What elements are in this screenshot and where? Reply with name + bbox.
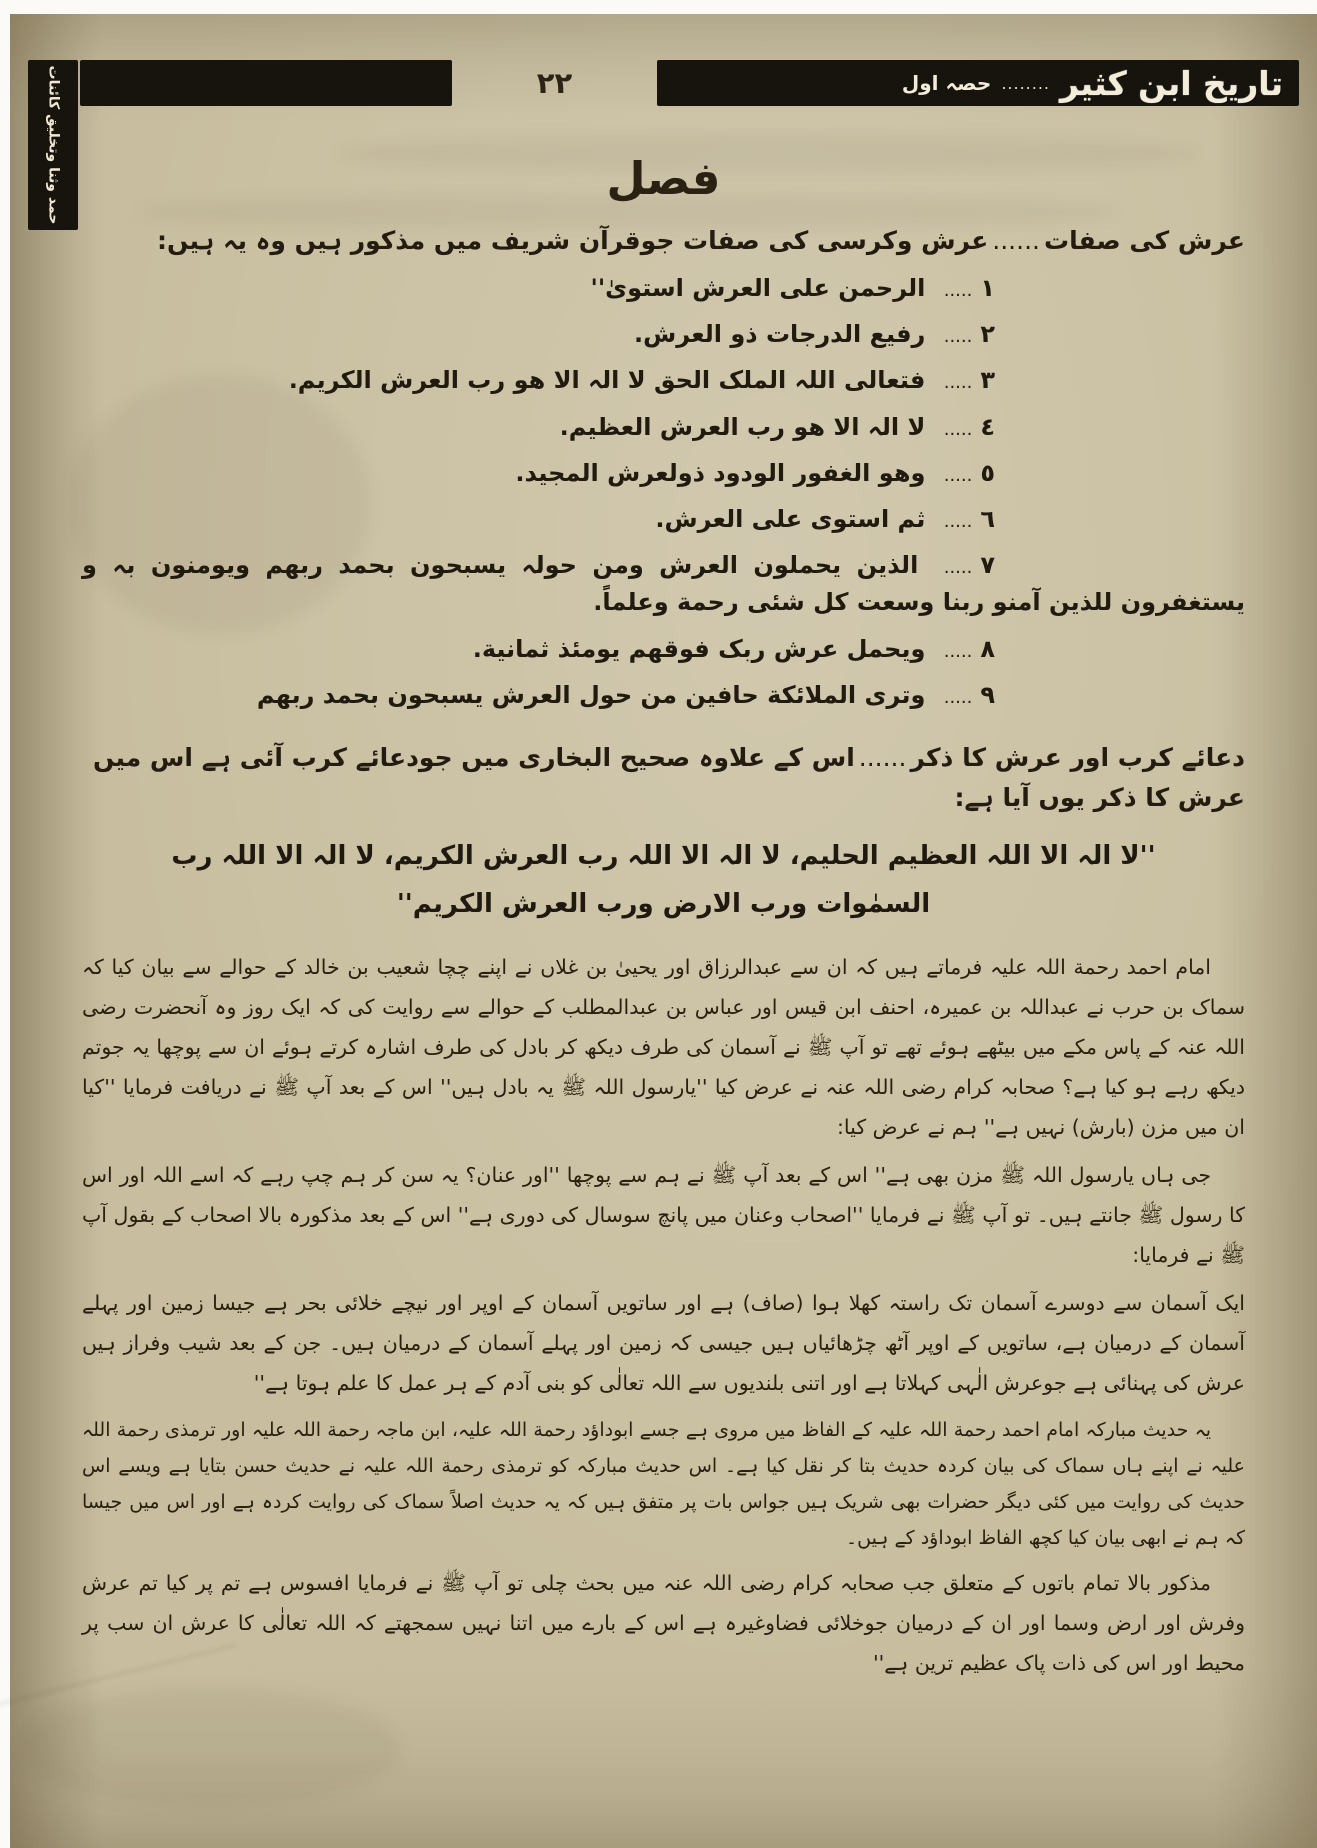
verse-item [82, 677, 1245, 714]
page-content [82, 126, 1245, 1692]
page-number-gap [452, 60, 657, 106]
sifat-heading-dots: ...... [992, 226, 1040, 255]
header-band [80, 60, 1299, 106]
verse-item [82, 631, 1245, 668]
body-paragraph: جی ہاں یارسول اللہ ﷺ مزن بھی ہے'' اس کے بعد آپ ﷺ نے ہم سے پوچھا ''اور عنان؟ یہ سن کر ہم چپ رہے کہ اسے اللہ اور اس کا رسول ﷺ جانتے ہیں۔ تو آپ ﷺ نے فرمایا ''اصحاب وعنان میں پانچ سوسال کی دوری ہے'' اس کے بعد مذکورہ بالا اصحاب کے بقول آپ ﷺ نے فرمایا: [82, 1162, 1245, 1267]
verse-text: فتعالی اللہ الملک الحق لا الہ الا ھو رب العرش الکریم. [288, 366, 926, 395]
page-number: ٢٢ [536, 66, 573, 100]
verse-number: ٩ [980, 680, 995, 709]
verse-item [82, 501, 1245, 538]
body-paragraph: مذکور بالا تمام باتوں کے متعلق جب صحابہ کرام رضی اللہ عنہ میں بحث چلی تو آپ ﷺ نے فرمایا افسوس ہے تم پر کیا تم عرش وفرش اور ارض وسما اور ان کے درمیان جوخلائی فضاوغیرہ ہے اس کے بارے میں اتنا نہیں سمجھتے کہ اللہ تعالٰی کا عرش ان سب پر محیط اور اس کی ذات پاک عظیم ترین ہے'' [82, 1571, 1245, 1676]
paper-background [10, 14, 1317, 1848]
verse-list [82, 270, 1245, 714]
verse-number: ٤ [980, 412, 995, 441]
corner-shadow [20, 1688, 400, 1808]
body-paragraph: امام احمد رحمة اللہ علیہ فرماتے ہیں کہ ان سے عبدالرزاق اور یحییٰ بن غلاں نے اپنے چچا شعیب بن خالد کے حوالے سے بیان کیا کہ سماک بن حرب نے عبداللہ بن عمیرہ، احنف ابن قیس اور عباس بن عبدالمطلب کے حوالے سے روایت کی کہ ایک روز وہ آنحضرت رضی اللہ عنہ کے پاس مکے میں بیٹھے ہوئے تھے تو آپ ﷺ نے آسمان کی طرف دیکھ کر بادل کی طرف اشارہ کرتے ہوئے ان سے پوچھا یہ جوتم دیکھ رہے ہو کیا ہے؟ صحابہ کرام رضی اللہ عنہ نے عرض کیا ''یارسول اللہ ﷺ یہ بادل ہیں'' اس کے بعد آپ ﷺ نے دریافت فرمایا ''کیا ان میں مزن (بارش) نہیں ہے'' ہم نے عرض کیا: [82, 955, 1245, 1139]
verse-item [82, 409, 1245, 446]
verse-text: الرحمن علی العرش استویٰ'' [590, 274, 926, 302]
dua-heading-dots: ...... [858, 742, 907, 772]
verse-text: وتری الملائکة حافین من حول العرش یسبحون بحمد ربھم [256, 680, 926, 709]
dua-heading [82, 738, 1245, 818]
verse-dots: ..... [943, 280, 973, 301]
dua-heading-lead: دعائے کرب اور عرش کا ذکر [910, 742, 1245, 772]
header-title-segment [657, 60, 1299, 106]
verse-number: ٧ [980, 551, 995, 580]
verse-number: ٦ [980, 504, 995, 533]
verse-number: ١ [980, 274, 995, 302]
dua-text: ''لا الہ الا اللہ العظیم الحلیم، لا الہ الا اللہ رب العرش الکریم، لا الہ الا اللہ رب السمٰوات ورب الارض ورب العرش الکریم'' [171, 840, 1156, 919]
verse-item [82, 270, 1245, 307]
header-dots: ........ [1001, 73, 1050, 93]
body-paragraph: یہ حدیث مبارکہ امام احمد رحمة اللہ علیہ کے الفاظ میں مروی ہے جسے ابوداؤد رحمة اللہ علیہ، ابن ماجہ رحمة اللہ علیہ اور ترمذی رحمة اللہ علیہ نے اپنے ہاں سماک کی بیان کردہ حدیث بتا کر نقل کیا ہے۔ اس حدیث مبارکہ کو ترمذی رحمة اللہ علیہ نے حدیث حسن بتایا ہے ویسے اس حدیث کی روایت میں کئی دیگر حضرات بھی شریک ہیں جواس بات پر متفق ہیں کہ یہ حدیث اصلاً سماک کی روایت کردہ ہے اور اس میں جیسا کہ ہم نے ابھی بیان کیا کچھ الفاظ ابوداؤد کے ہیں۔ [82, 1418, 1245, 1549]
verse-text: ویحمل عرش ربک فوقھم یومئذ ثمانیة. [472, 634, 926, 663]
dua-heading-rest: اس کے علاوہ صحیح البخاری میں جودعائے کرب آئی ہے اس میں عرش کا ذکر یوں آیا ہے: [93, 742, 1245, 812]
sifat-heading-lead: عرش کی صفات [1043, 226, 1245, 255]
verse-text: الذین یحملون العرش ومن حولہ یسبحون بحمد ربھم ویومنون بہ و یستغفرون للذین آمنو ربنا وسعت کل شئی رحمة وعلماً. [82, 551, 1245, 617]
verse-number: ٢ [980, 320, 995, 349]
sifat-heading [82, 221, 1245, 261]
verse-item [82, 455, 1245, 492]
chapter-heading: فصل [606, 152, 721, 205]
verse-text: لا الہ الا ھو رب العرش العظیم. [559, 412, 926, 441]
verse-dots: ..... [943, 464, 973, 486]
verse-dots: ..... [943, 557, 973, 579]
verse-dots: ..... [943, 640, 973, 662]
verse-number: ٣ [980, 366, 995, 395]
header-filler-bar [80, 60, 452, 106]
verse-item [82, 362, 1245, 399]
side-tab-label: حمد وثنا وتخلیق کائنات [44, 65, 61, 225]
body-paragraph: ایک آسمان سے دوسرے آسمان تک راستہ کھلا ہوا (صاف) ہے اور ساتویں آسمان کے اوپر اور نیچے خلائی بحر ہے جیسا زمین اور پہلے آسمان کے درمیان ہے، ساتویں کے اوپر آٹھ چڑھائیاں ہیں جیسی کہ زمین اور پہلے آسمان کے درمیان ہیں۔ جن کے بعد شیب وفراز ہیں عرش کی پہنائی ہے جوعرش الٰہی کہلاتا ہے اور اتنی بلندیوں سے اللہ تعالٰی کو بنی آدم کے ہر عمل کا علم ہوتا ہے'' [82, 1290, 1245, 1395]
part-label: حصہ اول [901, 71, 992, 95]
verse-dots: ..... [943, 326, 973, 348]
verse-text: رفیع الدرجات ذو العرش. [634, 320, 926, 349]
verse-item [82, 547, 1245, 621]
verse-dots: ..... [943, 418, 973, 440]
verse-dots: ..... [943, 686, 973, 708]
sifat-heading-rest: عرش وکرسی کی صفات جوقرآن شریف میں مذکور ہیں وہ یہ ہیں: [156, 226, 989, 255]
verse-text: وھو الغفور الودود ذولعرش المجید. [515, 458, 926, 487]
verse-item [82, 316, 1245, 353]
verse-dots: ..... [943, 372, 973, 394]
verse-number: ٨ [980, 634, 995, 663]
chapter-side-tab [28, 60, 78, 230]
verse-text: ثم استوی علی العرش. [655, 504, 926, 533]
book-title: تاریخ ابن کثیر [1060, 63, 1283, 103]
verse-dots: ..... [943, 510, 973, 532]
verse-number: ٥ [980, 458, 995, 487]
